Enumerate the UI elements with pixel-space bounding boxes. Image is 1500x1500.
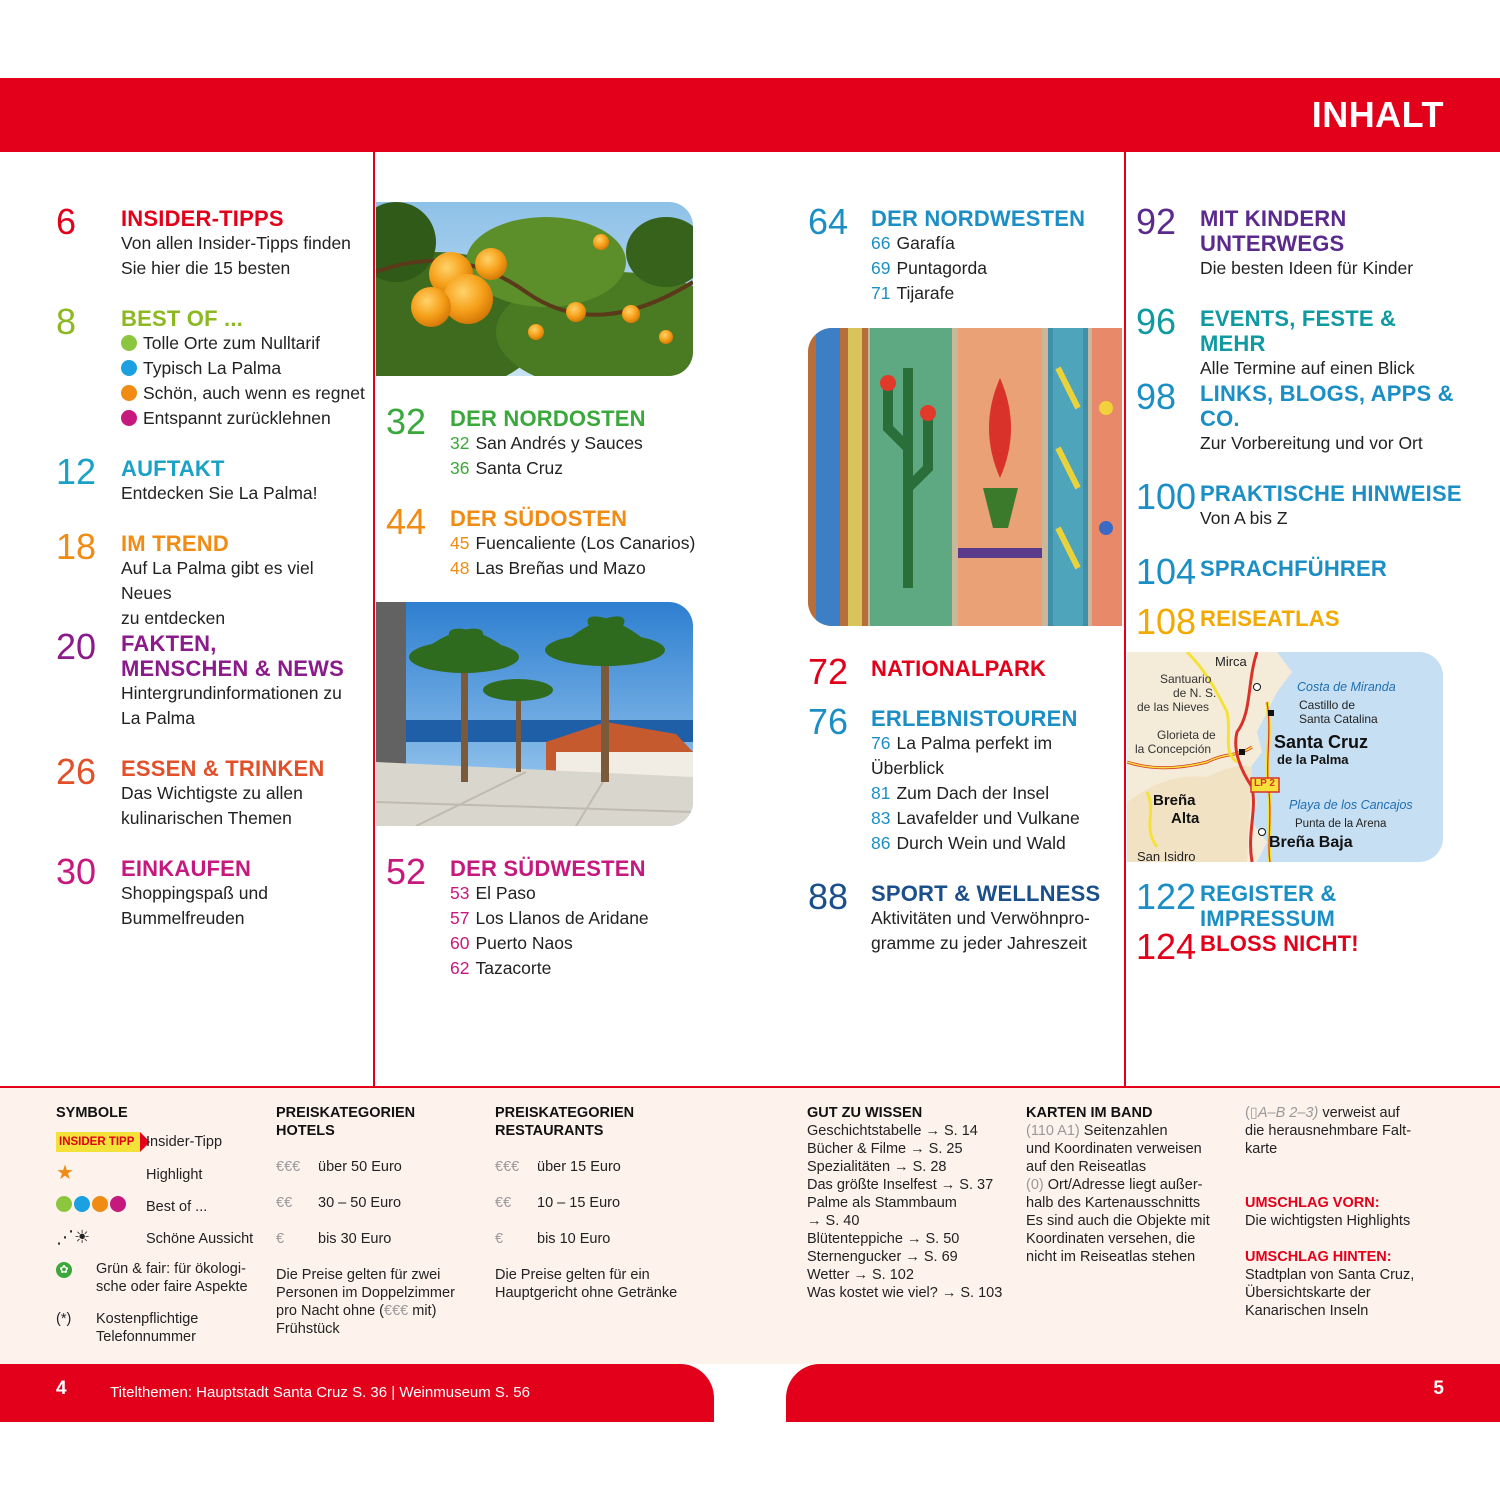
page-number: 6 [56, 201, 77, 242]
section-description: Das Wichtigste zu allen [121, 783, 303, 803]
map-label: San Isidro [1137, 849, 1196, 862]
subsection: 60 Puerto Naos [450, 933, 573, 953]
page-number: 104 [1136, 551, 1197, 592]
page-number: 64 [808, 201, 849, 242]
footer-left [0, 1364, 714, 1422]
price-row: € bis 10 Euro [495, 1231, 611, 1247]
insider-legend: INSIDER TIPP Insider-Tipp [56, 1132, 140, 1152]
map-label: de la Palma [1277, 752, 1349, 767]
map-label: Punta de la Arena [1295, 818, 1387, 830]
green-fair-legend: ✿ Grün & fair: für ökologi- sche oder faire Aspekte [56, 1260, 72, 1278]
maps-info: KARTEN IM BAND (110 A1) Seitenzahlen und Koordinaten verweisen auf den Reiseatlas (0) Ort/Adresse liegt außer- halb des Kartenausschnitts Es sind auch die Objekte mit Koordinaten versehen, die nicht im Reiseatlas stehen [1026, 1105, 1210, 1265]
good-to-know: GUT ZU WISSEN Geschichtstabelle → S. 14 Bücher & Filme → S. 25 Spezialitäten → S. 28 Das größte Inselfest → S. 37 Palme als Stammbaum → S. 40 Blütenteppiche → S. 50 Sternengucker → S. 69 Wetter → S. 102 Was kostet wie viel? → S. 103 [807, 1104, 1017, 1302]
gut-item[interactable]: Bücher & Filme → S. 25 [807, 1141, 963, 1157]
gut-item[interactable]: Wetter → S. 102 [807, 1267, 914, 1283]
map-label: Glorieta de [1157, 728, 1216, 742]
section-title: DER SÜDWESTEN [450, 856, 646, 881]
map-label: LP 2 [1254, 778, 1275, 789]
page-number: 8 [56, 301, 77, 342]
section-title: DER NORDWESTEN [871, 206, 1086, 231]
map-label: Castillo de [1299, 698, 1356, 712]
gut-item[interactable]: Spezialitäten → S. 28 [807, 1159, 947, 1175]
map-label: Breña Baja [1269, 834, 1353, 851]
hotel-note: Die Preise gelten für zwei Personen im Doppelzimmer pro Nacht ohne (€€€ mit) Frühstück [276, 1267, 455, 1337]
section-description: Die besten Ideen für Kinder [1200, 258, 1414, 278]
symbols-legend [56, 1104, 266, 1345]
page-number: 12 [56, 451, 97, 492]
section-title: MENSCHEN & NEWS [121, 656, 345, 681]
best-of-item: Tolle Orte zum Nulltarif [121, 331, 365, 356]
map-label: la Concepción [1135, 742, 1212, 756]
gut-item[interactable]: Geschichtstabelle → S. 14 [807, 1123, 978, 1139]
section-title: FAKTEN, [121, 631, 217, 656]
green-dot-icon [121, 335, 137, 351]
map-label: Santuario [1160, 672, 1212, 686]
blue-dot-icon [121, 360, 137, 376]
section-title: AUFTAKT [121, 456, 225, 481]
page-number: 124 [1136, 926, 1197, 967]
restaurant-note: Die Preise gelten für ein Hauptgericht ohne Getränke [495, 1267, 678, 1301]
palms-photo [376, 602, 693, 826]
gut-item[interactable]: Das größte Inselfest → S. 37 [807, 1177, 994, 1193]
subsection: 76 La Palma perfekt im [871, 733, 1053, 753]
page-title: INHALT [1311, 94, 1444, 135]
price-row: €€€ über 15 Euro [495, 1159, 621, 1175]
subsection: 62 Tazacorte [450, 958, 552, 978]
section-title: SPORT & WELLNESS [871, 881, 1101, 906]
section-description: Aktivitäten und Verwöhnpro- [871, 908, 1090, 928]
section-description: Auf La Palma gibt es viel Neues [121, 558, 314, 603]
mosaic-columns-photo [808, 328, 1122, 626]
page-number: 92 [1136, 201, 1177, 242]
page-number: 76 [808, 701, 849, 742]
section-title: MIT KINDERN [1200, 206, 1347, 231]
subsection: 86 Durch Wein und Wald [871, 833, 1066, 853]
view-icon: ⋰☀ [56, 1227, 91, 1247]
section-title: ERLEBNISTOUREN [871, 706, 1078, 731]
insider-tipp-badge-icon: INSIDER TIPP [56, 1132, 140, 1152]
price-row: €€€ über 50 Euro [276, 1159, 402, 1175]
hotel-prices: PREISKATEGORIEN HOTELS €€€ über 50 Euro €€ 30 – 50 Euro € bis 30 Euro Die Preise gelten für zwei Personen im Doppelzimmer pro Nacht ohne (€€€ mit) Frühstück [276, 1105, 455, 1337]
map-thumbnail[interactable] [1127, 652, 1443, 862]
map-label: Breña [1153, 792, 1196, 809]
subsection: Überblick [871, 758, 944, 778]
best-of-legend: Best of ... [56, 1196, 132, 1215]
page-number: 96 [1136, 301, 1177, 342]
subsection: 71 Tijarafe [871, 283, 955, 303]
map-label: Playa de los Cancajos [1289, 798, 1413, 812]
section-description: Alle Termine auf einen Blick [1200, 358, 1415, 378]
section-title: DER NORDOSTEN [450, 406, 646, 431]
section-title: INSIDER-TIPPS [121, 206, 284, 231]
gut-item[interactable]: Palme als Stammbaum [807, 1195, 957, 1211]
section-title: EINKAUFEN [121, 856, 252, 881]
gut-item[interactable]: → S. 40 [807, 1213, 860, 1229]
subsection: 69 Puntagorda [871, 258, 987, 278]
gut-item[interactable]: Sternengucker → S. 69 [807, 1249, 958, 1265]
section-title: IM TREND [121, 531, 229, 556]
section-description: Von A bis Z [1200, 508, 1288, 528]
map-label: Santa Cruz [1274, 732, 1369, 752]
page-number: 18 [56, 526, 97, 567]
cover-info: (▯A–B 2–3) verweist auf die herausnehmbare Falt- karte UMSCHLAG VORN: Die wichtigsten Highlights UMSCHLAG HINTEN: Stadtplan von Santa Cruz, Übersichtskarte der Kanarischen Inseln [1245, 1105, 1415, 1319]
price-row: € bis 30 Euro [276, 1231, 392, 1247]
subsection: 81 Zum Dach der Insel [871, 783, 1050, 803]
section-description: kulinarischen Themen [121, 808, 292, 828]
section-description: Sie hier die 15 besten [121, 258, 291, 278]
map-label: Costa de Miranda [1297, 680, 1396, 694]
section-title: ESSEN & TRINKEN [121, 756, 325, 781]
section-title: REISEATLAS [1200, 606, 1340, 631]
section-description: zu entdecken [121, 608, 226, 628]
section-description: La Palma [121, 708, 195, 728]
price-row: €€ 10 – 15 Euro [495, 1195, 621, 1211]
page-number-right: 5 [1433, 1378, 1444, 1399]
map-label: Santa Catalina [1299, 712, 1378, 726]
oranges-photo [376, 202, 693, 376]
subsection: 45 Fuencaliente (Los Canarios) [450, 533, 696, 553]
map-label: de N. S. [1173, 686, 1217, 700]
section-description: Shoppingspaß und [121, 883, 268, 903]
section-title: BLOSS NICHT! [1200, 931, 1359, 956]
view-legend: ⋰☀ Schöne Aussicht [56, 1227, 254, 1247]
highlight-legend: ★ Highlight [56, 1162, 203, 1184]
section-title: SPRACHFÜHRER [1200, 556, 1387, 581]
best-of-item: Entspannt zurücklehnen [121, 406, 365, 431]
symbols-title: SYMBOLE [56, 1105, 128, 1121]
subsection: 53 El Paso [450, 883, 536, 903]
page-number: 98 [1136, 376, 1177, 417]
section-title: UNTERWEGS [1200, 231, 1345, 256]
pink-dot-icon [121, 410, 137, 426]
footer-right [786, 1364, 1500, 1422]
best-of-item: Schön, auch wenn es regnet [121, 381, 365, 406]
map-label: Mirca [1215, 654, 1247, 669]
section-title: REGISTER & IMPRESSUM [1200, 881, 1337, 931]
page-number: 52 [386, 851, 427, 892]
leaf-icon: ✿ [56, 1262, 72, 1278]
page-number-left: 4 [56, 1378, 67, 1399]
page-number: 26 [56, 751, 97, 792]
section-description: Bummelfreuden [121, 908, 245, 928]
map-book-icon: ▯ [1249, 1105, 1258, 1121]
map-label: de las Nieves [1137, 700, 1210, 714]
page-number: 30 [56, 851, 97, 892]
page-number: 100 [1136, 476, 1197, 517]
restaurant-prices: PREISKATEGORIEN RESTAURANTS €€€ über 15 Euro €€ 10 – 15 Euro € bis 10 Euro Die Preise gelten für ein Hauptgericht ohne Getränke [495, 1105, 678, 1301]
page-number: 32 [386, 401, 427, 442]
gut-item[interactable]: Blütenteppiche → S. 50 [807, 1231, 960, 1247]
section-title: BEST OF ... [121, 306, 243, 331]
section-description: Hintergrundinformationen zu [121, 683, 342, 703]
map-label: Alta [1171, 810, 1200, 827]
page-number: 108 [1136, 601, 1197, 642]
page-number: 20 [56, 626, 97, 667]
subsection: 32 San Andrés y Sauces [450, 433, 643, 453]
best-of-item: Typisch La Palma [121, 356, 365, 381]
orange-dot-icon [121, 385, 137, 401]
section-title: DER SÜDOSTEN [450, 506, 628, 531]
page-number: 72 [808, 651, 849, 692]
star-icon: ★ [56, 1162, 74, 1184]
section-title: EVENTS, FESTE & MEHR [1200, 306, 1397, 356]
price-row: €€ 30 – 50 Euro [276, 1195, 402, 1211]
subsection: 83 Lavafelder und Vulkane [871, 808, 1080, 828]
section-title: NATIONALPARK [871, 656, 1047, 681]
gut-item[interactable]: Was kostet wie viel? → S. 103 [807, 1285, 1003, 1301]
header-bar [0, 78, 1500, 152]
subsection: 36 Santa Cruz [450, 458, 564, 478]
section-title: CO. [1200, 406, 1240, 431]
section-description: Entdecken Sie La Palma! [121, 483, 318, 503]
section-title: PRAKTISCHE HINWEISE [1200, 481, 1462, 506]
subsection: 66 Garafía [871, 233, 955, 253]
column-divider [373, 152, 375, 1086]
section-description: Zur Vorbereitung und vor Ort [1200, 433, 1423, 453]
section-description: gramme zu jeder Jahreszeit [871, 933, 1087, 953]
page-number: 88 [808, 876, 849, 917]
section-title: LINKS, BLOGS, APPS & [1200, 381, 1454, 406]
cover-topics: Titelthemen: Hauptstadt Santa Cruz S. 36 | Weinmuseum S. 56 [110, 1384, 530, 1401]
subsection: 48 Las Breñas und Mazo [450, 558, 646, 578]
best-of-dots-icon [56, 1198, 132, 1214]
page-number: 122 [1136, 876, 1197, 917]
column-divider [1124, 152, 1126, 1086]
section-description: Von allen Insider-Tipps finden [121, 233, 351, 253]
subsection: 57 Los Llanos de Aridane [450, 908, 649, 928]
page-number: 44 [386, 501, 427, 542]
phone-legend: (*) Kostenpflichtige Telefonnummer [56, 1311, 199, 1345]
